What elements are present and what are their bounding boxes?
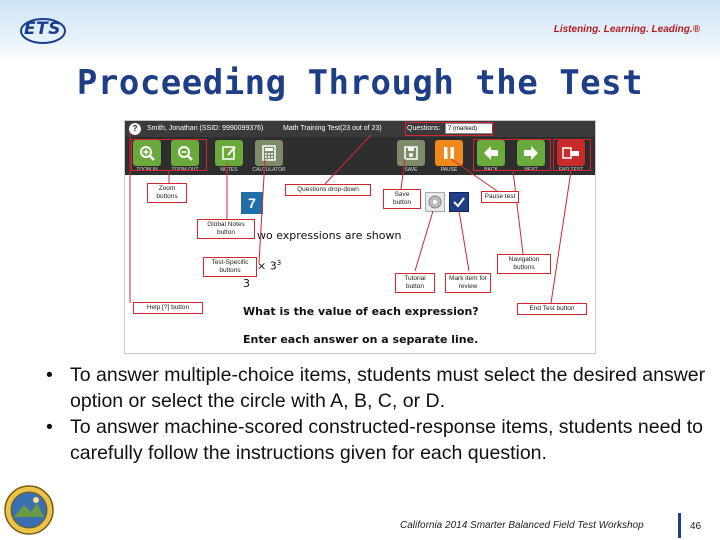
help-callout: Help [?] button — [133, 302, 203, 314]
help-icon[interactable]: ? — [129, 123, 141, 135]
question-text-line3: 3 — [243, 277, 250, 290]
slide-title: Proceeding Through the Test — [76, 63, 644, 103]
test-specific-callout: Test-Specific buttons — [203, 257, 257, 277]
header-banner — [0, 0, 720, 62]
question-text-line4: What is the value of each expression? — [243, 305, 479, 318]
callout-lines — [125, 121, 596, 354]
end-test-label: END TEST — [558, 167, 584, 173]
question-number: 7 — [241, 192, 263, 214]
global-notes-callout: Global Notes button — [197, 219, 255, 239]
pause-label: PAUSE — [440, 167, 458, 173]
test-name: Math Training Test(23 out of 23) — [283, 125, 382, 132]
questions-label: Questions: — [407, 125, 441, 132]
tutorial-callout: Tutorial button — [395, 273, 435, 293]
mark-review-callout: Mark item for review — [445, 273, 491, 293]
state-seal-icon — [4, 485, 54, 535]
next-label: NEXT — [524, 167, 538, 173]
end-test-callout: End Test button — [517, 303, 587, 315]
save-callout: Save button — [383, 189, 421, 209]
pause-callout: Pause test — [481, 191, 519, 203]
question-expression: × 3 — [257, 259, 277, 273]
back-label: BACK — [484, 167, 498, 173]
ets-logo-text: ETS — [24, 19, 61, 39]
zoom-in-label: ZOOM IN — [136, 167, 158, 173]
test-screenshot — [124, 120, 596, 354]
question-text-line1: wo expressions are shown — [257, 229, 402, 242]
calculator-label: CALCULATOR — [252, 167, 286, 173]
tagline: Listening. Learning. Leading.® — [553, 24, 700, 35]
bullet-list — [46, 362, 706, 466]
questions-dropdown-callout: Questions drop-down — [285, 184, 371, 196]
question-text-line5: Enter each answer on a separate line. — [243, 333, 479, 346]
notes-label: NOTES — [220, 167, 238, 173]
student-info: Smith, Jonathan (SSID: 9990099376) — [147, 125, 264, 132]
zoom-callout: Zoom buttons — [147, 183, 187, 203]
bullet-item: • To answer machine-scored constructed-response items, students need to carefully follow the instructions given for each question. — [46, 414, 706, 466]
footer-divider — [678, 513, 681, 538]
zoom-out-label: ZOOM OUT — [171, 167, 199, 173]
question-exponent: 3 — [276, 259, 282, 267]
footer-text: California 2014 Smarter Balanced Field Test Workshop — [400, 520, 644, 531]
navigation-callout: Navigation buttons — [497, 254, 551, 274]
bullet-item: • To answer multiple-choice items, students must select the desired answer option or select the circle with A, B, C, or D. — [46, 362, 706, 414]
questions-dropdown[interactable]: 7 (marked) — [445, 123, 493, 134]
page-number: 46 — [690, 521, 702, 532]
save-label: SAVE — [404, 167, 418, 173]
